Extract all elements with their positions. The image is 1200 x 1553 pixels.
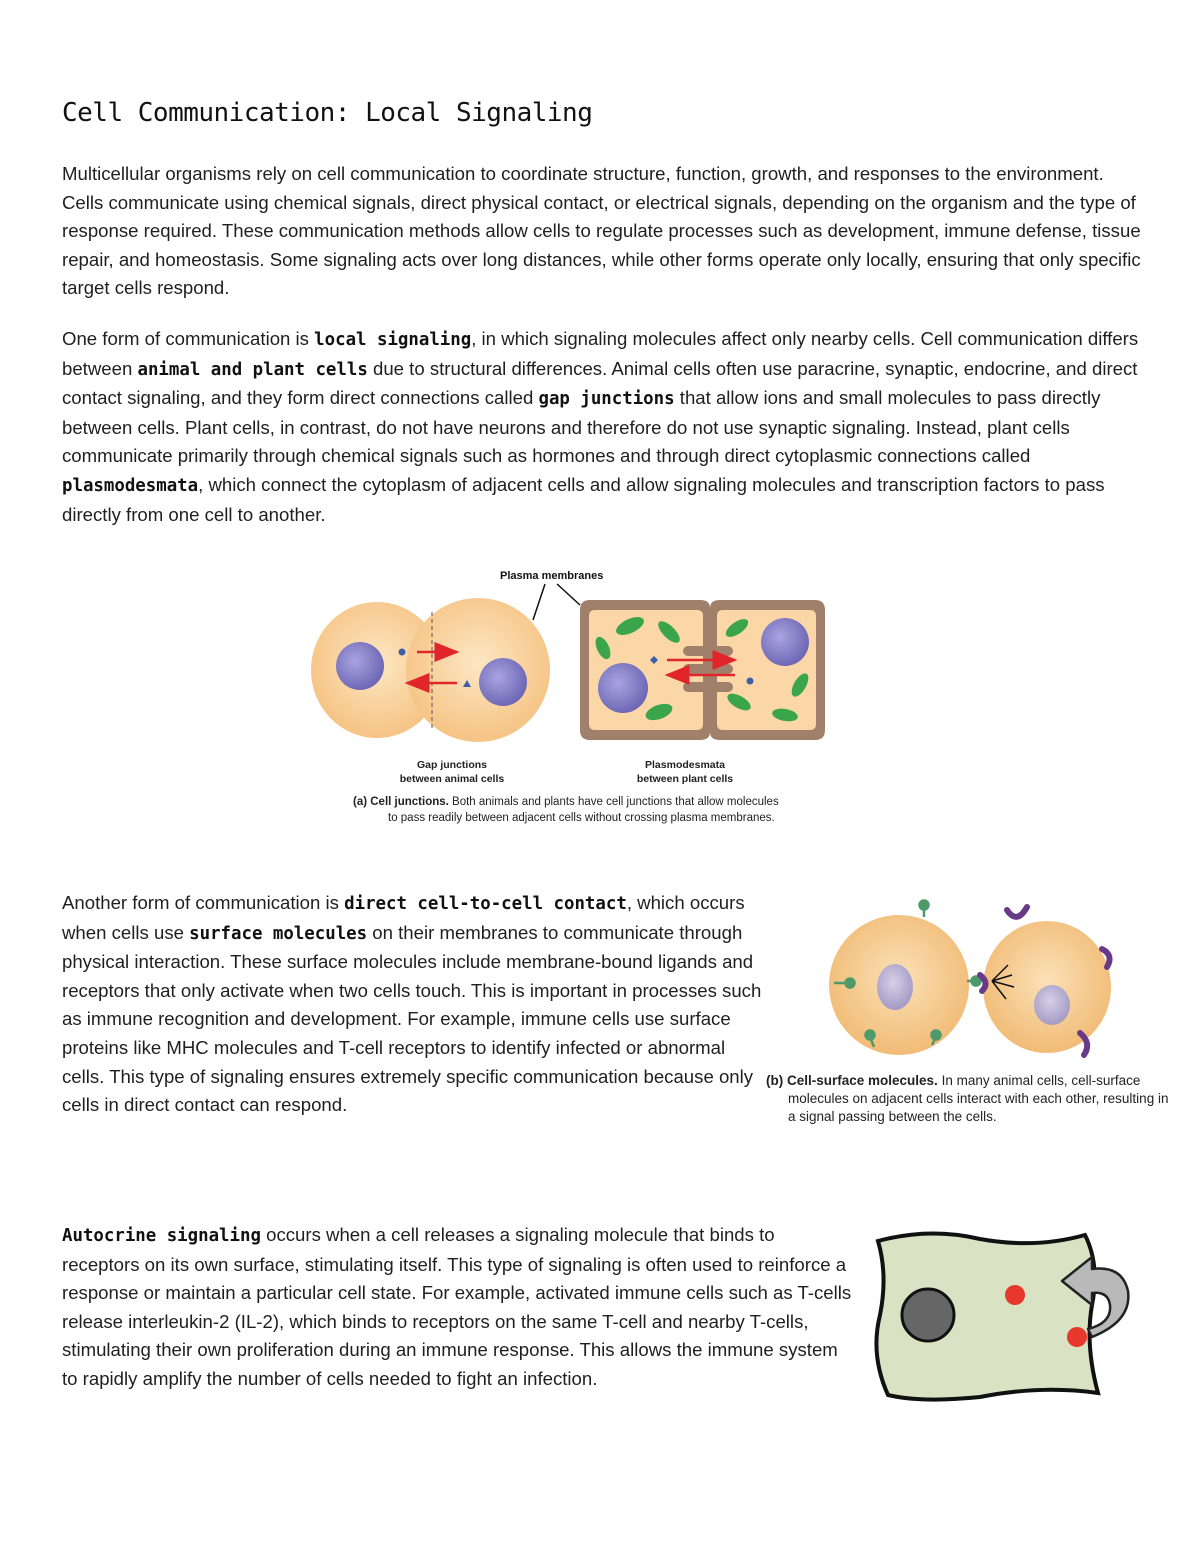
- cell-junctions-diagram: [305, 560, 865, 830]
- term-surface-molecules: surface molecules: [189, 923, 368, 944]
- plasma-membranes-label: Plasma membranes: [500, 570, 604, 582]
- cell-junctions-figure: [305, 560, 865, 830]
- term-local-signaling: local signaling: [314, 330, 472, 350]
- term-plasmodesmata: plasmodesmata: [62, 475, 199, 496]
- plant-cells: [580, 600, 825, 740]
- figure-b-caption-line2: molecules on adjacent cells interact with each other, resulting in: [788, 1091, 1169, 1106]
- nucleus-left: [877, 964, 913, 1010]
- term-direct-contact: direct cell-to-cell contact: [344, 894, 627, 914]
- text-run: due to structural differences. Animal cells often use paracrine, synaptic, endocrine, and direct contact signaling, and they form direct connections called: [62, 357, 1138, 409]
- receptor-cup: [1080, 1033, 1087, 1055]
- text-run: that allow ions and small molecules to pass directly between cells. Plant cells, in contrast, do not have neurons and therefore do not use synaptic signaling. Instead, plant cells communicate primarily through chemical signals such as hormones and through direct cytoplasmic connections called: [62, 387, 1101, 467]
- plant-nucleus-right: [761, 618, 809, 666]
- plasmodesma-3: [683, 682, 733, 692]
- figure-a-caption-line2: to pass readily between adjacent cells without crossing plasma membranes.: [388, 812, 775, 824]
- autocrine-paragraph: [62, 1221, 852, 1394]
- text-run: One form of communication is: [62, 328, 315, 349]
- autocrine-diagram: [860, 1225, 1150, 1405]
- intro-paragraph: Multicellular organisms rely on cell communication to coordinate structure, function, growth, and responses to the environment. Cells communicate using chemical signals, direct physical contact, or electrical signals, depending on the organism and the type of response required. These communication methods allow cells to regulate processes such as development, immune defense, tissue repair, and homeostasis. Some signaling acts over long distances, while other forms operate only locally, ensuring that only specific target cells respond.: [62, 163, 1141, 299]
- figure-b-caption-text: In many animal cells, cell-surface: [937, 1073, 1141, 1088]
- plasmodesma-1: [683, 646, 733, 656]
- signal-molecule-dot: [399, 649, 406, 656]
- signal-molecule: [1005, 1285, 1025, 1305]
- figure-b-caption-line3: a signal passing between the cells.: [788, 1109, 997, 1124]
- nucleus-left: [336, 642, 384, 690]
- nucleus-right: [1034, 985, 1070, 1025]
- nucleus-right: [479, 658, 527, 706]
- gap-junctions-sublabel: between animal cells: [399, 773, 505, 785]
- plasmodesmata-label: Plasmodesmata: [645, 759, 725, 771]
- animal-cells: [311, 598, 550, 742]
- receptor-head: [920, 901, 929, 910]
- animal-cell-right: [406, 598, 550, 742]
- plasmodesma-2: [683, 664, 733, 674]
- signal-molecule: [1067, 1327, 1087, 1347]
- signal-molecule-dot: [747, 678, 754, 685]
- figure-b-caption-line1: [766, 1073, 1140, 1088]
- term-gap-junctions: gap junctions: [538, 389, 675, 410]
- autocrine-figure: [860, 1225, 1150, 1405]
- receptor-cup: [1007, 907, 1027, 917]
- figure-a-caption-bold: (a) Cell junctions.: [353, 796, 449, 808]
- page-title: Cell Communication: Local Signaling: [62, 98, 593, 128]
- membrane-pointer-lines: [533, 584, 580, 620]
- cell-surface-diagram: [762, 895, 1187, 1135]
- text-run: on their membranes to communicate through physical interaction. These surface molecules include membrane-bound ligands and receptors that only activate when two cells touch. This is important in processes such as immune recognition and development. For example, immune cells use surface proteins like MHC molecules and T-cell receptors to identify infected or abnormal cells. This type of signaling ensures extremely specific communication because only cells in direct contact can respond.: [62, 921, 762, 1116]
- figure-a-caption-text: Both animals and plants have cell junctions that allow molecules: [448, 796, 779, 808]
- text-run: , which connect the cytoplasm of adjacent cells and allow signaling molecules and transcription factors to pass directly from one cell to another.: [62, 473, 1105, 525]
- autocrine-nucleus: [902, 1289, 954, 1341]
- receptor-head: [866, 1031, 875, 1040]
- receptor-head: [846, 979, 855, 988]
- figure-b-caption-bold: (b) Cell-surface molecules.: [766, 1073, 938, 1088]
- term-animal-plant-cells: animal and plant cells: [137, 359, 368, 380]
- text-run: , in which signaling molecules affect only nearby cells. Cell communication differs between: [62, 328, 1139, 379]
- figure-a-caption-line1: [353, 796, 779, 808]
- cell-contact-paragraph: [62, 889, 762, 1120]
- local-signaling-paragraph: [62, 325, 1142, 529]
- receptor-head: [932, 1031, 941, 1040]
- text-run: occurs when a cell releases a signaling molecule that binds to receptors on its own surface, stimulating itself. This type of signaling is often used to reinforce a response or maintain a particular cell state. For example, activated immune cells such as T-cells release interleukin-2 (IL-2), which binds to receptors on the same T-cell and nearby T-cells, stimulating their own proliferation during an immune response. This allows the immune system to rapidly amplify the number of cells needed to fight an infection.: [62, 1224, 852, 1389]
- gap-junctions-label: Gap junctions: [416, 759, 488, 771]
- text-run: Another form of communication is: [62, 892, 345, 913]
- term-autocrine-signaling: Autocrine signaling: [62, 1226, 261, 1246]
- plant-nucleus-left: [598, 663, 648, 713]
- plasmodesmata-sublabel: between plant cells: [636, 773, 734, 785]
- text-run: , which occurs when cells use: [62, 892, 745, 943]
- cell-surface-figure: [762, 895, 1187, 1135]
